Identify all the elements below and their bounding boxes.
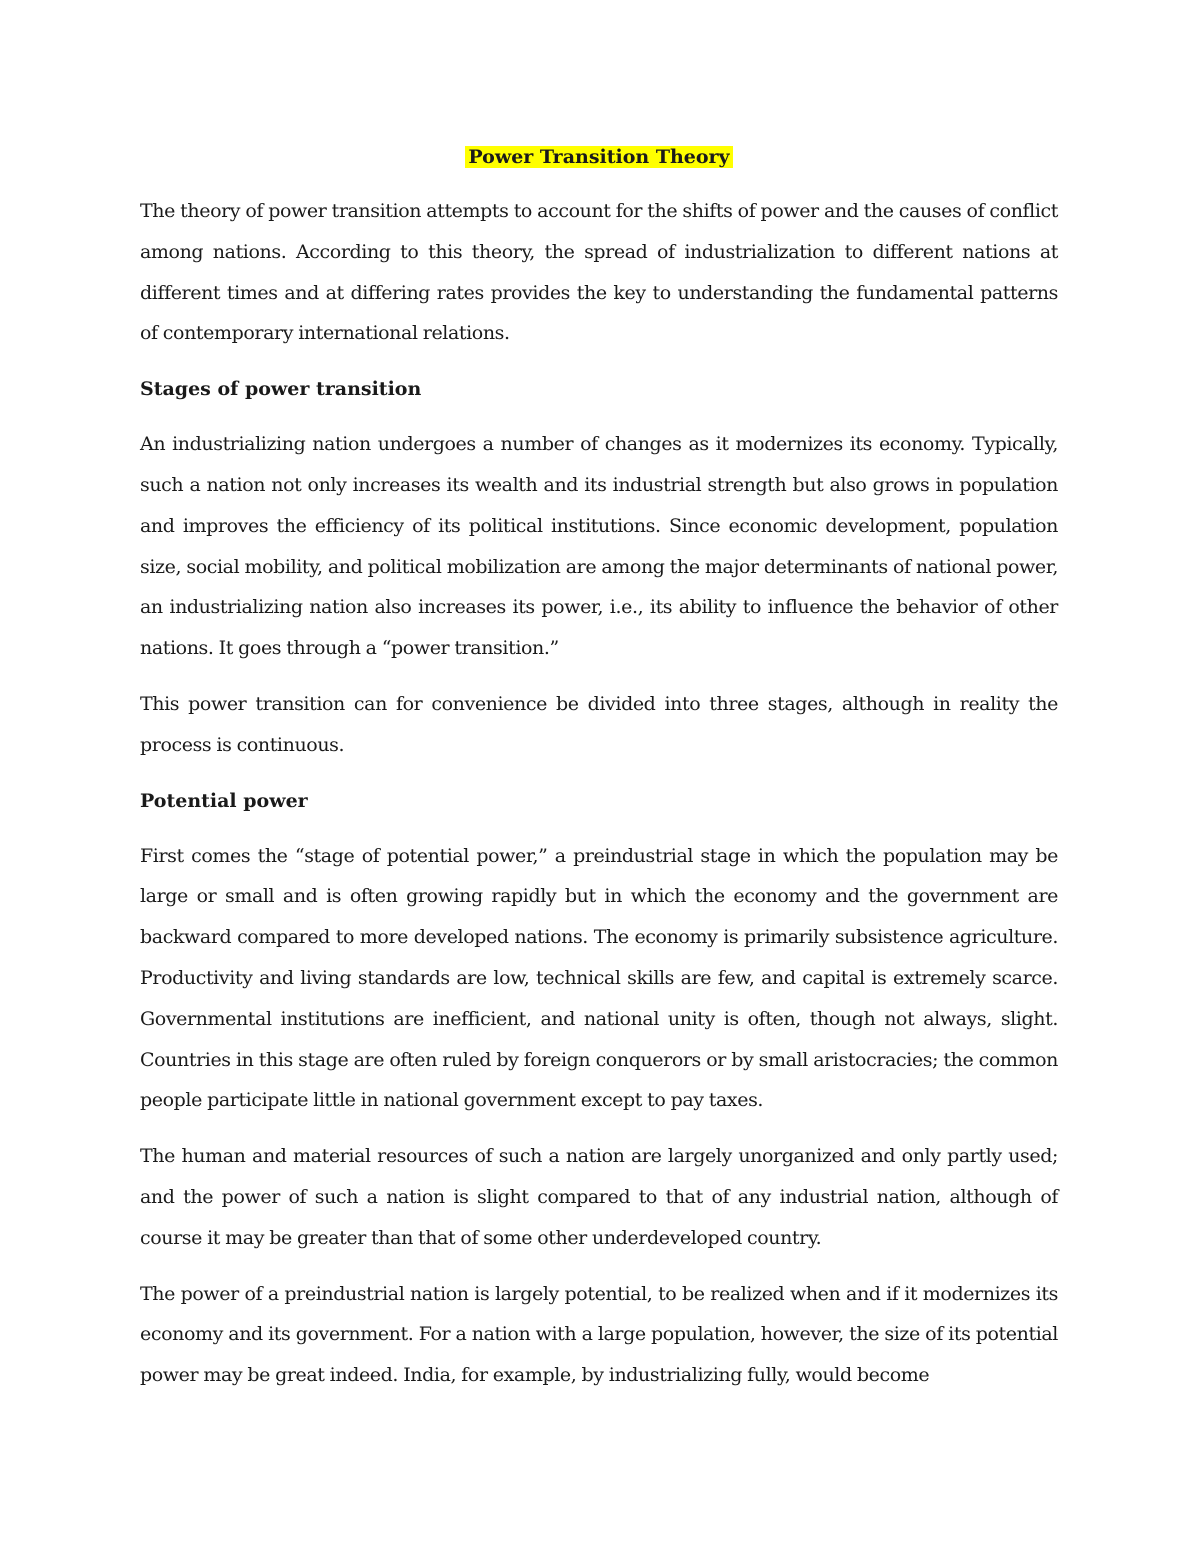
potential-paragraph-1: First comes the “stage of potential power,” a preindustrial stage in which the population may be large or small and is often growing rapidly but in which the economy and the government are backward compared to more developed nations. The economy is primarily subsistence agriculture. Productivity and living standards are low, technical skills are few, and capital is extremely scarce. Governmental institutions are inefficient, and national unity is often, though not always, slight. Countries in this stage are often ruled by foreign conquerors or by small aristocracies; the common people participate little in national government except to pay taxes. <box>140 844 1058 1112</box>
title-line <box>140 138 1058 177</box>
intro-paragraph: The theory of power transition attempts to account for the shifts of power and the causes of conflict among nations. According to this theory, the spread of industrialization to different nations at different times and at differing rates provides the key to understanding the fundamental patterns of contemporary international relations. <box>140 200 1058 345</box>
document-page <box>140 138 1058 1411</box>
potential-paragraph-2: The human and material resources of such a nation are largely unorganized and only partly used; and the power of such a nation is slight compared to that of any industrial nation, although of course it may be greater than that of some other underdeveloped country. <box>140 1145 1058 1249</box>
document-title: Power Transition Theory <box>465 146 732 168</box>
potential-paragraph-3: The power of a preindustrial nation is largely potential, to be realized when and if it modernizes its economy and its government. For a nation with a large population, however, the size of its potential power may be great indeed. India, for example, by industrializing fully, would become <box>140 1282 1058 1387</box>
section-heading-stages: Stages of power transition <box>140 378 422 401</box>
section-heading-potential-power: Potential power <box>140 789 308 812</box>
stages-paragraph-1: An industrializing nation undergoes a number of changes as it modernizes its economy. Typically, such a nation not only increases its wealth and its industrial strength but also grows in population and improves the efficiency of its political institutions. Since economic development, population size, social mobility, and political mobilization are among the major determinants of national power, an industrializing nation also increases its power, i.e., its ability to influence the behavior of other nations. It goes through a “power transition.” <box>140 433 1058 660</box>
stages-paragraph-2: This power transition can for convenience be divided into three stages, although in reality the process is continuous. <box>140 692 1058 756</box>
